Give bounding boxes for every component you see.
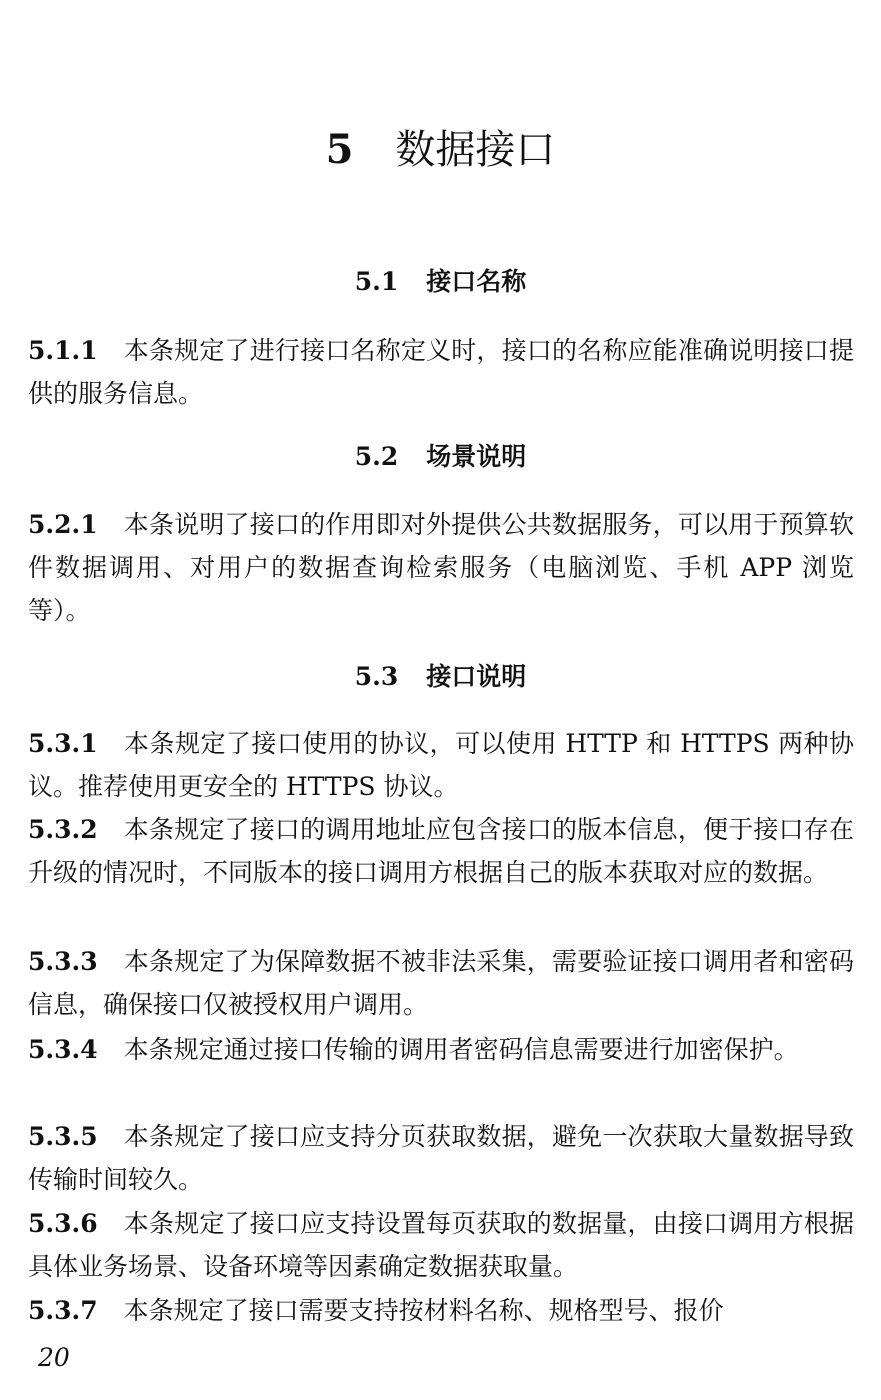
clause-text: 本条规定了为保障数据不被非法采集，需要验证接口调用者和密码信息，确保接口仅被授权用户调用。 (28, 947, 854, 1019)
chapter-number: 5 (325, 126, 354, 173)
section-number: 5.3 (354, 662, 399, 691)
clause-number: 5.2.1 (28, 510, 98, 539)
clause-number: 5.3.7 (28, 1296, 98, 1325)
clause-text: 本条规定了接口应支持分页获取数据，避免一次获取大量数据导致传输时间较久。 (28, 1122, 854, 1194)
clause-text: 本条规定了进行接口名称定义时，接口的名称应能准确说明接口提供的服务信息。 (28, 336, 854, 408)
clause-text: 本条规定通过接口传输的调用者密码信息需要进行加密保护。 (123, 1035, 799, 1064)
chapter-title (0, 122, 881, 178)
section-number: 5.2 (354, 442, 399, 471)
section-heading (0, 265, 881, 299)
clause-number: 5.3.2 (28, 815, 98, 844)
clause-number: 5.3.1 (28, 729, 98, 758)
clause (28, 503, 854, 632)
section-heading (0, 440, 881, 474)
page-number: 20 (38, 1343, 70, 1372)
section-title: 接口名称 (426, 267, 527, 296)
clause (28, 1115, 854, 1201)
clause-text: 本条规定了接口使用的协议，可以使用 HTTP 和 HTTPS 两种协议。推荐使用更安全的 HTTPS 协议。 (28, 729, 854, 801)
section-title: 场景说明 (426, 442, 527, 471)
clause (28, 1289, 854, 1332)
clause-number: 5.1.1 (28, 336, 98, 365)
clause (28, 1202, 854, 1288)
section-title: 接口说明 (426, 662, 527, 691)
clause-number: 5.3.3 (28, 947, 98, 976)
clause-text: 本条规定了接口应支持设置每页获取的数据量，由接口调用方根据具体业务场景、设备环境等因素确定数据获取量。 (28, 1209, 854, 1281)
clause-number: 5.3.4 (28, 1035, 98, 1064)
section-number: 5.1 (354, 267, 399, 296)
clause (28, 808, 854, 894)
chapter-title-text: 数据接口 (395, 127, 556, 173)
clause (28, 722, 854, 808)
clause (28, 329, 854, 415)
clause-text: 本条规定了接口的调用地址应包含接口的版本信息，便于接口存在升级的情况时，不同版本的接口调用方根据自己的版本获取对应的数据。 (28, 815, 854, 887)
clause-text: 本条说明了接口的作用即对外提供公共数据服务，可以用于预算软件数据调用、对用户的数据查询检索服务（电脑浏览、手机 APP 浏览等）。 (28, 510, 854, 625)
section-heading (0, 660, 881, 694)
clause (28, 940, 854, 1026)
clause-number: 5.3.6 (28, 1209, 98, 1238)
clause-number: 5.3.5 (28, 1122, 98, 1151)
clause (28, 1028, 854, 1071)
clause-text: 本条规定了接口需要支持按材料名称、规格型号、报价 (123, 1296, 724, 1325)
